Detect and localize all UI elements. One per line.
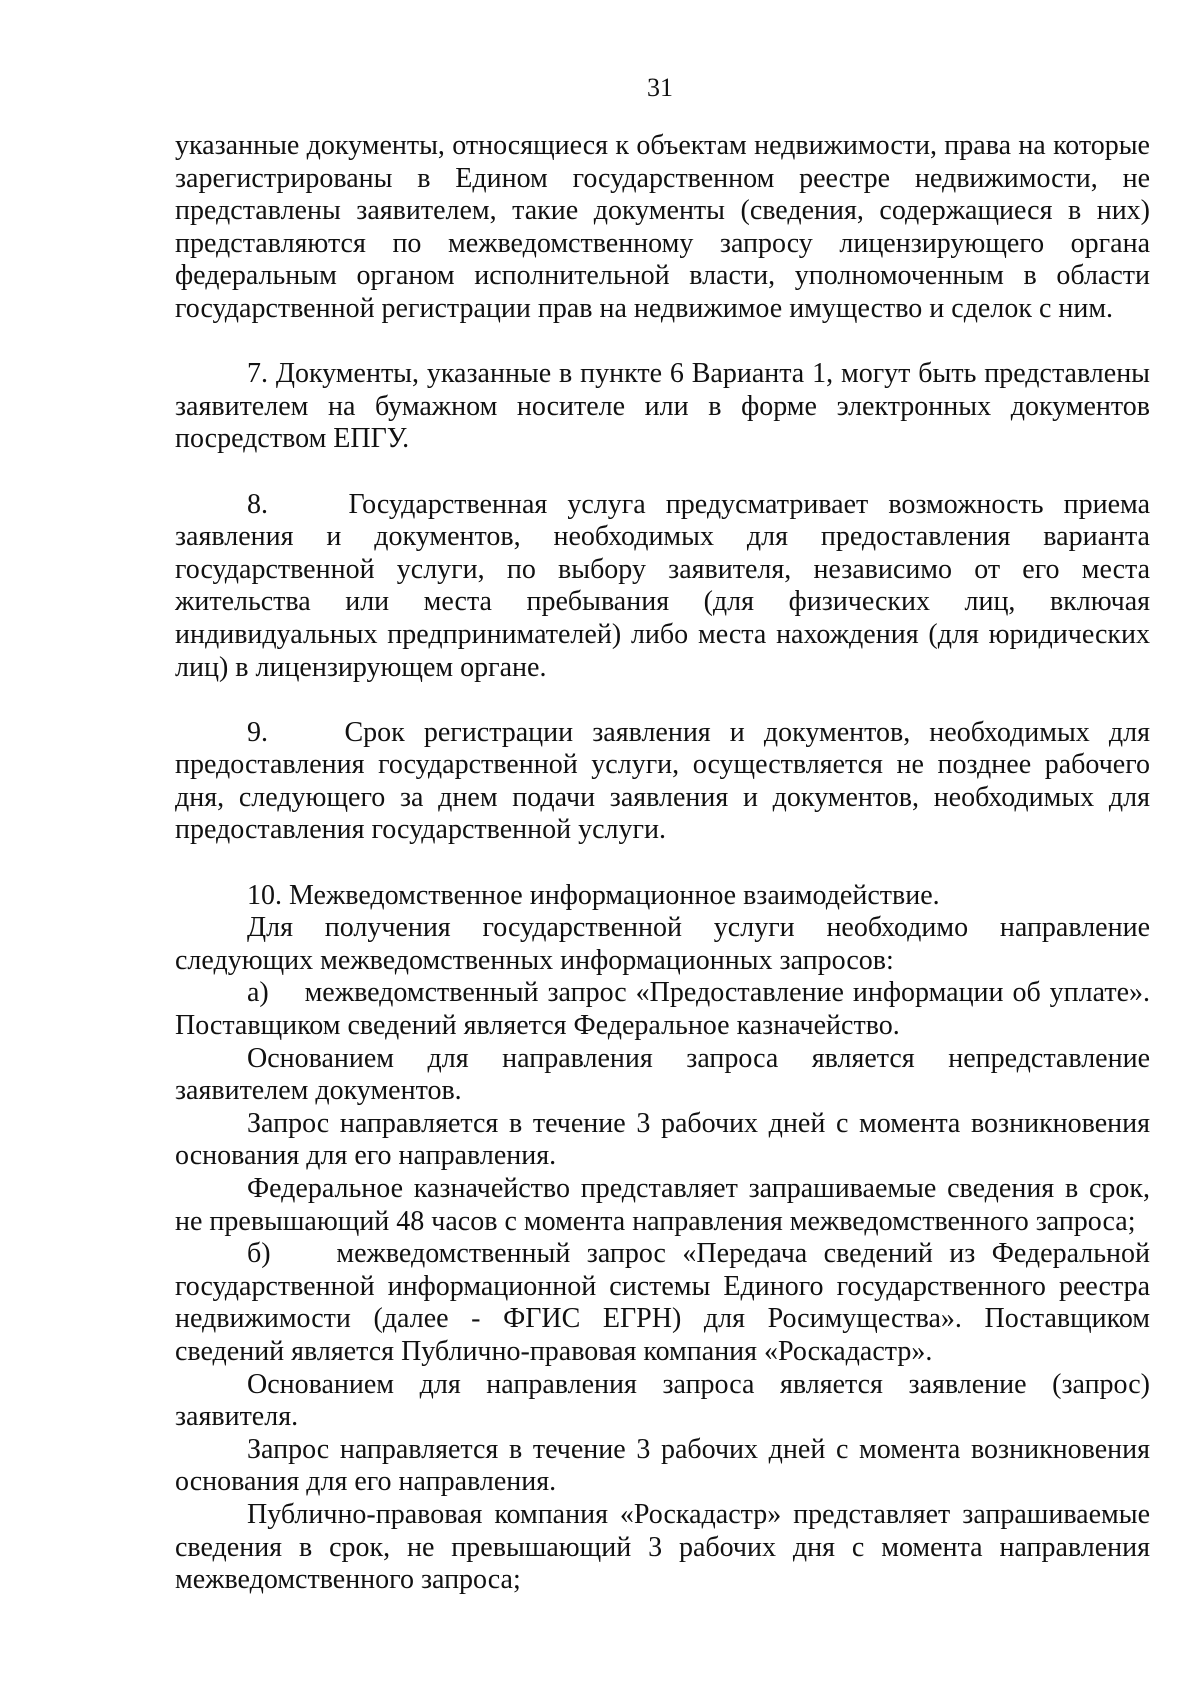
paragraph-request-a-basis: Основанием для направления запроса является непредставление заявителем документов. xyxy=(175,1042,1150,1107)
document-body xyxy=(175,130,1150,1597)
paragraph-request-a-response: Федеральное казначейство представляет запрашиваемые сведения в срок, не превышающий 48 часов с момента направления межведомственного запроса; xyxy=(175,1173,1150,1237)
paragraph-item-8: 8. Государственная услуга предусматривает возможность приема заявления и документов, необходимых для предоставления варианта государственной услуги, по выбору заявителя, независимо от его места жительства или места пребывания (для физических лиц, включая индивидуальных предпринимателей) либо места нахождения (для юридических лиц) в лицензирующем органе. xyxy=(175,488,1150,683)
paragraph-request-b-response: Публично-правовая компания «Роскадастр» представляет запрашиваемые сведения в срок, не превышающий 3 рабочих дня с момента направления межведомственного запроса; xyxy=(175,1498,1150,1596)
paragraph-request-b: б) межведомственный запрос «Передача сведений из Федеральной государственной информационной системы Единого государственного реестра недвижимости (далее - ФГИС ЕГРН) для Росимущества». Поставщиком сведений является Публично-правовая компания «Роскадастр». xyxy=(175,1238,1150,1367)
paragraph-requests-intro: Для получения государственной услуги необходимо направление следующих межведомственных информационных запросов: xyxy=(175,912,1150,976)
page-number: 31 xyxy=(647,73,673,102)
paragraph-request-b-basis: Основанием для направления запроса является заявление (запрос) заявителя. xyxy=(175,1368,1150,1433)
paragraph-item-9: 9. Срок регистрации заявления и документов, необходимых для предоставления государственной услуги, осуществляется не позднее рабочего дня, следующего за днем подачи заявления и документов, необходимых для предоставления государственной услуги. xyxy=(175,716,1150,846)
paragraph-item-10-heading: 10. Межведомственное информационное взаимодействие. xyxy=(247,879,940,911)
paragraph-request-b-timing: Запрос направляется в течение 3 рабочих дней с момента возникновения основания для его направления. xyxy=(175,1433,1150,1498)
paragraph-continuation: указанные документы, относящиеся к объектам недвижимости, права на которые зарегистрированы в Едином государственном реестре недвижимости, не представлены заявителем, такие документы (сведения, содержащиеся в них) представляются по межведомственному запросу лицензирующего органа федеральным органом исполнительной власти, уполномоченным в области государственной регистрации прав на недвижимое имущество и сделок с ним. xyxy=(175,130,1150,324)
paragraph-item-7: 7. Документы, указанные в пункте 6 Варианта 1, могут быть представлены заявителем на бумажном носителе или в форме электронных документов посредством ЕПГУ. xyxy=(175,358,1150,455)
paragraph-request-a-timing: Запрос направляется в течение 3 рабочих дней с момента возникновения основания для его направления. xyxy=(175,1107,1150,1172)
paragraph-request-a: а) межведомственный запрос «Предоставление информации об уплате». Поставщиком сведений является Федеральное казначейство. xyxy=(175,977,1150,1042)
